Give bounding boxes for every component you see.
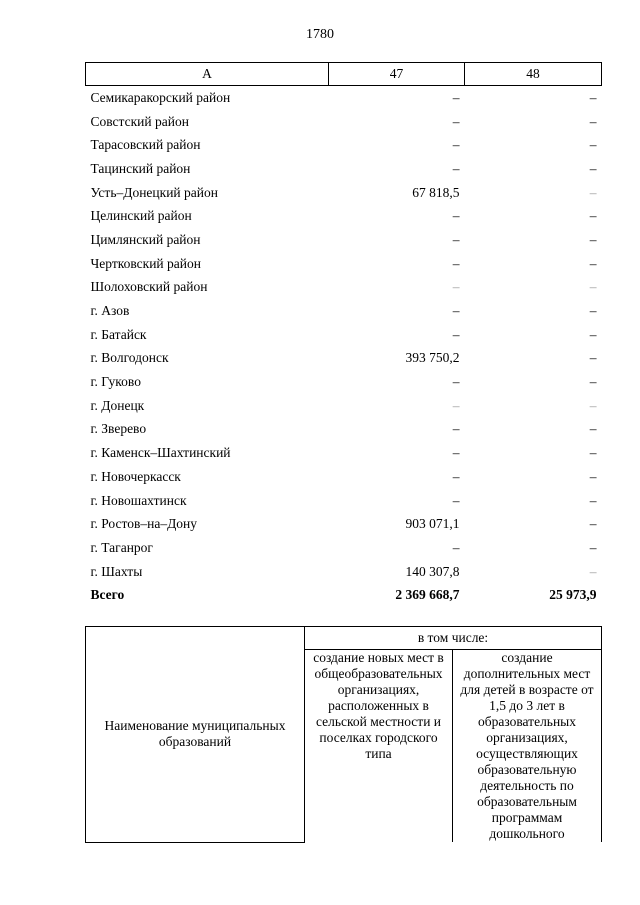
value-col-47: – [452, 137, 460, 153]
value-col-48: – [589, 160, 597, 176]
municipality-name: г. Волгодонск [90, 350, 169, 366]
value-col-48: – [589, 255, 597, 271]
value-col-48: – [589, 468, 597, 484]
municipality-name: г. Новочеркасск [90, 468, 181, 484]
value-col-48: – [589, 326, 597, 342]
value-col-47: – [452, 303, 460, 319]
value-col-47: – [452, 492, 460, 508]
value-col-47: – [452, 468, 460, 484]
table-body [86, 86, 602, 608]
table-row [86, 299, 602, 323]
value-col-48: – [589, 374, 597, 390]
table-row [86, 370, 602, 394]
value-col-47: – [452, 397, 460, 413]
value-col-48: – [589, 231, 597, 247]
value-col-47: 67 818,5 [412, 184, 460, 200]
value-col-47: 393 750,2 [405, 350, 460, 366]
value-col-48: – [589, 421, 597, 437]
value-col-47: – [452, 160, 460, 176]
table-row [86, 536, 602, 560]
table-row [86, 465, 602, 489]
value-col-47: – [452, 208, 460, 224]
municipality-name: г. Каменск–Шахтинский [90, 445, 231, 461]
value-col-48: – [589, 492, 597, 508]
value-col-47: – [452, 326, 460, 342]
total-row [86, 583, 602, 607]
value-col-47: – [452, 89, 460, 105]
table-row [86, 181, 602, 205]
value-col-48: – [589, 563, 597, 579]
municipality-name: Тарасовский район [90, 137, 201, 153]
municipality-name: г. Новошахтинск [90, 492, 187, 508]
header-col-48: 48 [465, 63, 602, 86]
header-table [85, 626, 602, 843]
table-row [86, 133, 602, 157]
value-col-47: – [452, 374, 460, 390]
value-col-47: – [452, 279, 460, 295]
municipality-name: г. Донецк [90, 397, 145, 413]
municipality-name: г. Ростов–на–Дону [90, 516, 198, 532]
page-number: 1780 [306, 27, 334, 42]
value-col-48: – [589, 113, 597, 129]
municipality-name: г. Батайск [90, 326, 147, 342]
value-col-47: 903 071,1 [405, 516, 460, 532]
including-header: в том числе: [305, 627, 602, 650]
value-col-48: – [589, 137, 597, 153]
value-col-47: – [452, 113, 460, 129]
value-col-48: – [589, 279, 597, 295]
table-row [86, 441, 602, 465]
value-col-48: – [589, 303, 597, 319]
new-places-rural-header: создание новых мест в общеобразовательных организациях, расположенных в сельской местности и поселках городского типа [305, 650, 453, 843]
municipality-name: г. Шахты [90, 563, 143, 579]
municipality-name: Усть–Донецкий район [90, 184, 218, 200]
header-col-47: 47 [329, 63, 465, 86]
table-row [86, 252, 602, 276]
header-col-a: А [86, 63, 329, 86]
total-col-47: 2 369 668,7 [395, 587, 460, 603]
table-row [86, 394, 602, 418]
value-col-48: – [589, 89, 597, 105]
table-row [86, 157, 602, 181]
municipality-name: Чертковский район [90, 255, 201, 271]
table-header-row [86, 63, 602, 86]
value-col-47: – [452, 255, 460, 271]
value-col-48: – [589, 184, 597, 200]
municipality-name-header: Наименование муниципальных образований [86, 627, 305, 843]
value-col-48: – [589, 539, 597, 555]
additional-places-preschool-header: создание дополнительных мест для детей в возрасте от 1,5 до 3 лет в образовательных организациях, осуществляющих образовательную деятельность по образовательным программам дошкольного [453, 650, 602, 843]
municipality-name: Целинский район [90, 208, 192, 224]
municipality-name: Шолоховский район [90, 279, 208, 295]
municipality-name: г. Зверево [90, 421, 147, 437]
value-col-47: 140 307,8 [405, 563, 460, 579]
data-table [85, 62, 602, 607]
value-col-47: – [452, 421, 460, 437]
value-col-48: – [589, 445, 597, 461]
table-row [86, 512, 602, 536]
table-row [86, 110, 602, 134]
table-row [86, 204, 602, 228]
municipality-name: г. Азов [90, 303, 130, 319]
value-col-47: – [452, 231, 460, 247]
table-row [86, 418, 602, 442]
total-col-48: 25 973,9 [549, 587, 597, 603]
municipality-name: г. Таганрог [90, 539, 153, 555]
value-col-48: – [589, 397, 597, 413]
table-row [86, 276, 602, 300]
table-row [86, 560, 602, 584]
value-col-48: – [589, 208, 597, 224]
municipality-name: Семикаракорский район [90, 89, 231, 105]
table-row [86, 489, 602, 513]
table-row [86, 323, 602, 347]
value-col-48: – [589, 350, 597, 366]
value-col-48: – [589, 516, 597, 532]
municipality-name: Цимлянский район [90, 231, 201, 247]
municipality-name: Совстский район [90, 113, 189, 129]
total-label: Всего [90, 587, 125, 603]
municipality-name: г. Гуково [90, 374, 141, 390]
value-col-47: – [452, 539, 460, 555]
table-row [86, 347, 602, 371]
table-row [86, 86, 602, 110]
table-row [86, 228, 602, 252]
municipality-name: Тацинский район [90, 160, 191, 176]
value-col-47: – [452, 445, 460, 461]
